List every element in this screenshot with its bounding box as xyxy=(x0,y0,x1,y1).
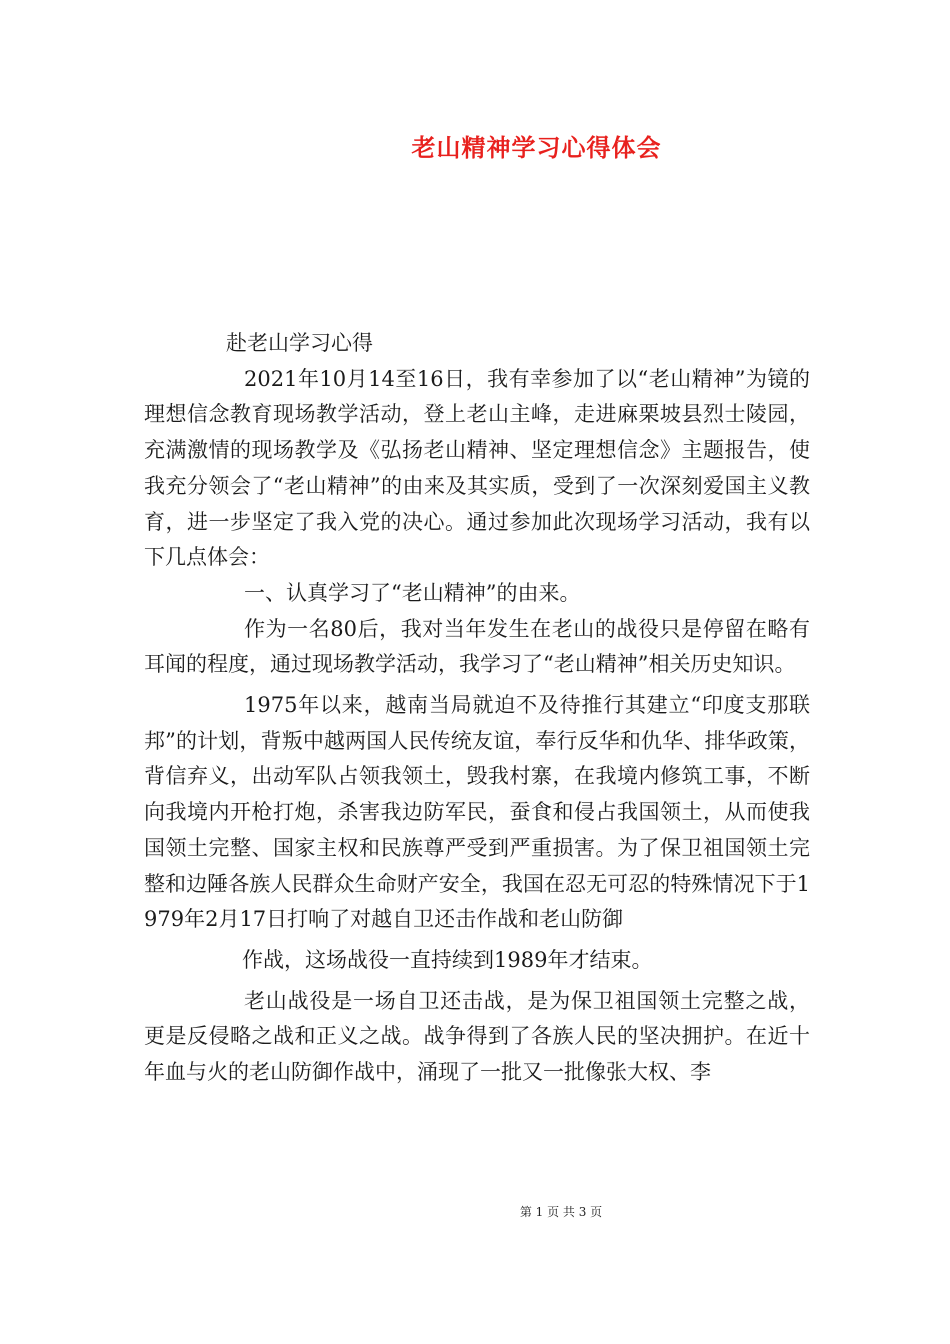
paragraph-continuation: 作战，这场战役一直持续到1989年才结束。 xyxy=(242,947,653,972)
paragraph-history: 1975年以来，越南当局就迫不及待推行其建立“印度支那联邦”的计划，背叛中越两国人民传统友谊，奉行反华和仇华、排华政策，背信弃义，出动军队占领我领土，毁我村寨，在我境内修筑工事，不断向我境内开枪打炮，杀害我边防军民，蚕食和侵占我国领土，从而使我国领土完整、国家主权和民族尊严受到严重损害。为了保卫祖国领土完整和边陲各族人民群众生命财产安全，我国在忍无可忍的特殊情况下于1979年2月17日打响了对越自卫还击作战和老山防御 xyxy=(144,693,810,932)
paragraph-significance: 老山战役是一场自卫还击战，是为保卫祖国领土完整之战，更是反侵略之战和正义之战。战争得到了各族人民的坚决拥护。在近十年血与火的老山防御作战中，涌现了一批又一批像张大权、李 xyxy=(144,988,810,1085)
page-number: 第 1 页 共 3 页 xyxy=(519,1205,603,1219)
section-heading-1: 一、认真学习了“老山精神”的由来。 xyxy=(244,580,581,605)
paragraph-intro: 2021年10月14至16日，我有幸参加了以“老山精神”为镜的理想信念教育现场教学活动，登上老山主峰，走进麻栗坡县烈士陵园，充满激情的现场教学及《弘扬老山精神、坚定理想信念》主题报告，使我充分领会了“老山精神”的由来及其实质，受到了一次深刻爱国主义教育，进一步坚定了我入党的决心。通过参加此次现场学习活动，我有以下几点体会： xyxy=(144,366,810,570)
document-title: 老山精神学习心得体会 xyxy=(411,134,662,162)
subheading: 赴老山学习心得 xyxy=(226,331,373,355)
document-body xyxy=(144,326,810,1091)
paragraph-background: 作为一名80后，我对当年发生在老山的战役只是停留在略有耳闻的程度，通过现场教学活动，我学习了“老山精神”相关历史知识。 xyxy=(144,616,810,677)
